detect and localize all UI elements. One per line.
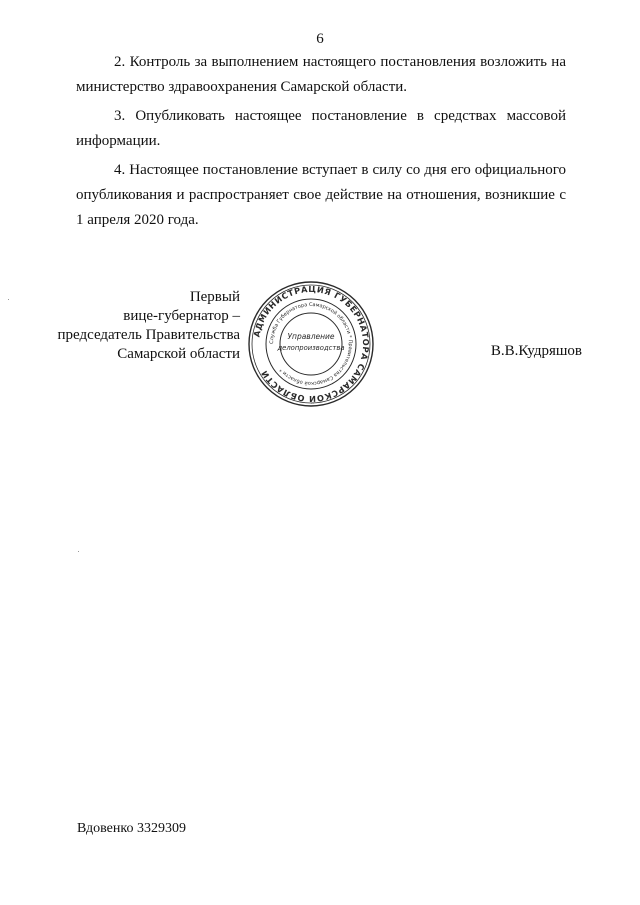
executor-note: Вдовенко 3329309	[77, 821, 186, 836]
stamp-inner-text: Служба Губернатора Самарской области * Правительства Самарской области *	[268, 301, 354, 387]
signatory-line-1: Первый	[189, 289, 240, 305]
scan-speck	[8, 299, 9, 300]
signatory-line-4: Самарской области	[117, 346, 240, 362]
signatory-line-3: председатель Правительства	[57, 327, 240, 343]
signatory-line-2: вице-губернатор –	[123, 308, 240, 324]
stamp-center-line-2: делопроизводства	[277, 344, 345, 352]
official-stamp	[246, 279, 376, 409]
paragraph-4: 4. Настоящее постановление вступает в силу со дня его официального опубликования и распространяет свое действие на отношения, возникшие с 1 апреля 2020 года.	[76, 162, 566, 228]
signer-name: В.В.Кудряшов	[490, 343, 582, 359]
page-number: 6	[316, 31, 324, 47]
stamp-center-line-1: Управление	[287, 332, 335, 341]
paragraph-3: 3. Опубликовать настоящее постановление в средствах массовой информации.	[76, 108, 566, 149]
document-body	[76, 50, 566, 233]
paragraph-2: 2. Контроль за выполнением настоящего постановления возложить на министерство здравоохранения Самарской области.	[76, 54, 566, 95]
stamp-outer-text: АДМИНИСТРАЦИЯ ГУБЕРНАТОРА САМАРСКОЙ ОБЛАСТИ	[251, 283, 372, 405]
signatory-title	[57, 288, 240, 364]
scan-speck	[78, 551, 79, 552]
